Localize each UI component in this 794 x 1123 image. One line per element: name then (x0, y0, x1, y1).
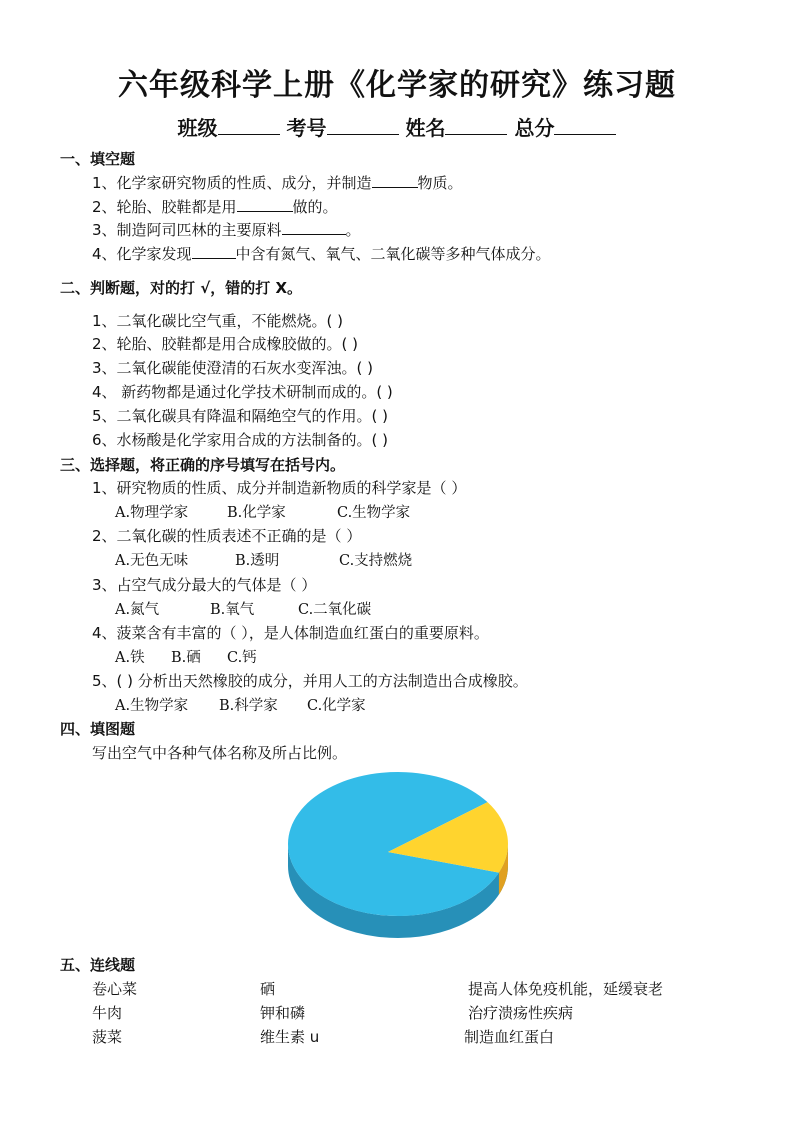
mc-option[interactable]: C.二氧化碳 (298, 602, 372, 618)
question-text: 中含有氮气、氧气、二氧化碳等多种气体成分。 (235, 245, 551, 263)
mc-option[interactable]: B.科学家 (219, 698, 278, 714)
answer-blank[interactable] (237, 197, 293, 212)
mc-option[interactable]: A.生物学家 (115, 698, 189, 714)
mc-options-4 (115, 646, 257, 667)
mc-question-5[interactable]: 5、( ) 分析出天然橡胶的成分，并用人工的方法制造出合成橡胶。 (92, 672, 528, 690)
mc-option[interactable]: B.透明 (235, 553, 280, 569)
fill-question-1 (92, 172, 463, 193)
mc-option[interactable]: C.支持燃烧 (339, 553, 413, 569)
match-nutrient-1[interactable]: 硒 (260, 980, 276, 998)
match-food-2[interactable]: 牛肉 (92, 1004, 123, 1022)
question-text: 做的。 (292, 198, 338, 216)
fill-question-3 (92, 219, 361, 240)
mc-option[interactable]: A.氮气 (115, 602, 160, 618)
match-nutrient-3[interactable]: 维生素 u (260, 1028, 320, 1046)
section-heading-true-false: 二、判断题，对的打 √，错的打 X。 (60, 279, 303, 297)
mc-options-3 (115, 598, 371, 619)
mc-question-3[interactable]: 3、占空气成分最大的气体是（ ） (92, 576, 317, 594)
question-text: 物质。 (417, 174, 463, 192)
question-text: 1、化学家研究物质的性质、成分，并制造 (92, 174, 372, 192)
mc-option[interactable]: C.化学家 (307, 698, 366, 714)
match-food-1[interactable]: 卷心菜 (92, 980, 138, 998)
tf-question-5[interactable]: 5、二氧化碳具有降温和隔绝空气的作用。( ) (92, 407, 389, 425)
match-nutrient-2[interactable]: 钾和磷 (260, 1004, 306, 1022)
mc-question-2[interactable]: 2、二氧化碳的性质表述不正确的是（ ） (92, 527, 362, 545)
name-label: 姓名 (405, 116, 446, 140)
section-heading-matching: 五、连线题 (60, 956, 136, 974)
diagram-prompt: 写出空气中各种气体名称及所占比例。 (92, 744, 348, 762)
air-composition-pie-chart (280, 770, 520, 950)
question-text: 2、轮胎、胶鞋都是用 (92, 198, 237, 216)
mc-option[interactable]: B.氧气 (210, 602, 255, 618)
fill-question-4 (92, 243, 551, 264)
mc-question-4[interactable]: 4、菠菜含有丰富的（ ），是人体制造血红蛋白的重要原料。 (92, 624, 489, 642)
tf-question-4[interactable]: 4、 新药物都是通过化学技术研制而成的。( ) (92, 383, 393, 401)
section-heading-fill-diagram: 四、填图题 (60, 720, 136, 738)
class-blank[interactable] (218, 116, 280, 135)
section-heading-fill-blank: 一、填空题 (60, 150, 136, 168)
exam-no-label: 考号 (286, 116, 327, 140)
answer-blank[interactable] (282, 220, 346, 235)
exam-no-blank[interactable] (327, 116, 399, 135)
mc-option[interactable]: B.硒 (171, 650, 201, 666)
question-text: 4、化学家发现 (92, 245, 192, 263)
class-label: 班级 (177, 116, 218, 140)
mc-option[interactable]: C.生物学家 (337, 505, 411, 521)
mc-options-5 (115, 694, 366, 715)
answer-blank[interactable] (192, 244, 236, 259)
question-text: 3、制造阿司匹林的主要原料 (92, 221, 282, 239)
score-label: 总分 (514, 116, 555, 140)
mc-option[interactable]: C.钙 (227, 650, 257, 666)
fill-question-2 (92, 196, 338, 217)
match-effect-3[interactable]: 制造血红蛋白 (464, 1028, 555, 1046)
mc-option[interactable]: A.无色无味 (115, 553, 189, 569)
mc-options-1 (115, 501, 410, 522)
tf-question-2[interactable]: 2、轮胎、胶鞋都是用合成橡胶做的。( ) (92, 335, 359, 353)
page-title: 六年级科学上册《化学家的研究》练习题 (118, 68, 676, 103)
mc-options-2 (115, 549, 412, 570)
name-blank[interactable] (445, 116, 507, 135)
mc-option[interactable]: B.化学家 (227, 505, 286, 521)
mc-question-1[interactable]: 1、研究物质的性质、成分并制造新物质的科学家是（ ） (92, 479, 467, 497)
section-heading-multiple-choice: 三、选择题，将正确的序号填写在括号内。 (60, 456, 346, 474)
tf-question-6[interactable]: 6、水杨酸是化学家用合成的方法制备的。( ) (92, 431, 389, 449)
score-blank[interactable] (554, 116, 616, 135)
match-effect-2[interactable]: 治疗溃疡性疾病 (468, 1004, 574, 1022)
answer-blank[interactable] (372, 173, 418, 188)
tf-question-3[interactable]: 3、二氧化碳能使澄清的石灰水变浑浊。( ) (92, 359, 374, 377)
mc-option[interactable]: A.铁 (115, 650, 145, 666)
match-effect-1[interactable]: 提高人体免疫机能，延缓衰老 (468, 980, 664, 998)
question-text: 。 (345, 221, 361, 239)
mc-option[interactable]: A.物理学家 (115, 505, 189, 521)
match-food-3[interactable]: 菠菜 (92, 1028, 123, 1046)
tf-question-1[interactable]: 1、二氧化碳比空气重，不能燃烧。( ) (92, 312, 344, 330)
student-info-line (0, 112, 794, 141)
